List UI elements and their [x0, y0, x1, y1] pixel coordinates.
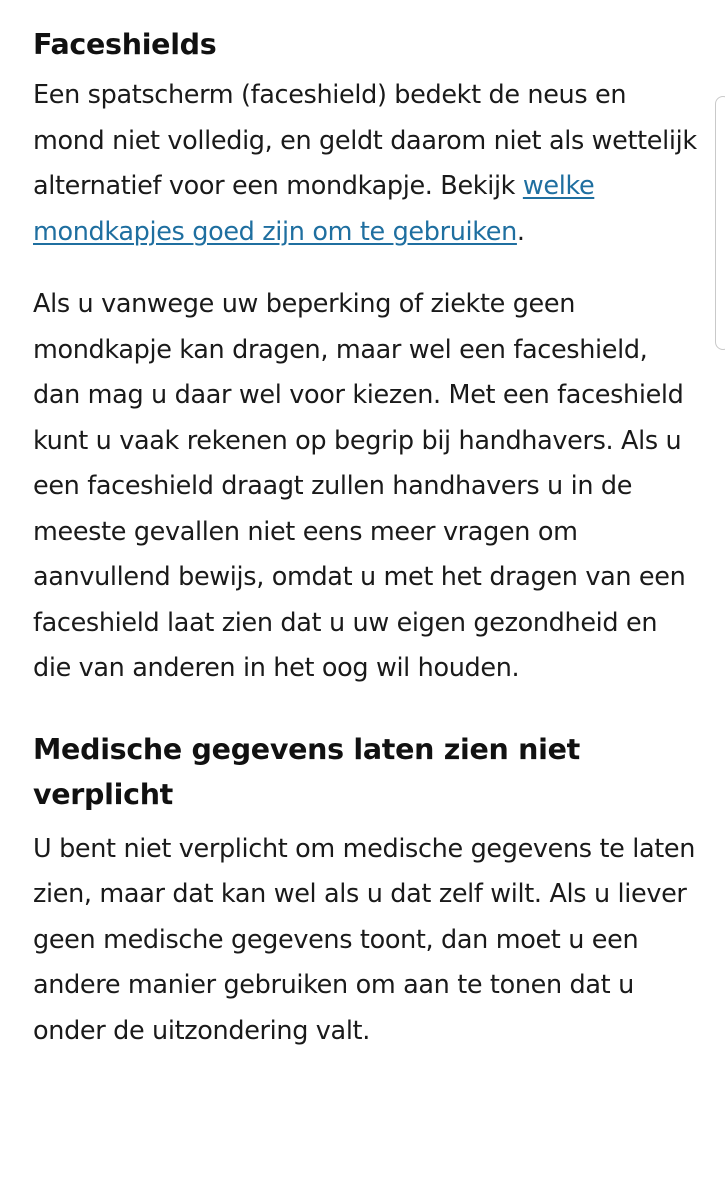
mondkapjes-link[interactable]: welke mondkapjes goed zijn om te gebruiken [33, 171, 595, 247]
medical-data-paragraph: U bent niet verplicht om medische gegevens te laten zien, maar dat kan wel als u dat zelf wilt. Als u liever geen medische gegevens toont, dan moet u een andere manier gebruiken om aan te tonen dat u onder de uitzondering valt. [33, 833, 696, 1046]
faceshield-intro-text: Een spatscherm (faceshield) bedekt de neus en mond niet volledig, en geldt daarom niet als wettelijk alternatief voor een mondkapje. Bekijk [33, 80, 697, 201]
faceshield-intro-paragraph [33, 73, 701, 255]
faceshield-intro-end: . [516, 216, 525, 247]
scrollbar-handle[interactable] [715, 96, 725, 350]
faceshield-disability-paragraph: Als u vanwege uw beperking of ziekte geen mondkapje kan dragen, maar wel een faceshield, dan mag u daar wel voor kiezen. Met een faceshield kunt u vaak rekenen op begrip bij handhavers. Als u een faceshield draagt zullen handhavers u in de meeste gevallen niet eens meer vragen om aanvullend bewijs, omdat u met het dragen van een faceshield laat zien dat u uw eigen gezondheid en die van anderen in het oog wil houden. [33, 289, 686, 683]
section-heading-medical-data: Medische gegevens laten zien niet verplicht [33, 732, 580, 811]
section-heading-faceshields: Faceshields [33, 28, 217, 61]
article-content [33, 22, 701, 1054]
